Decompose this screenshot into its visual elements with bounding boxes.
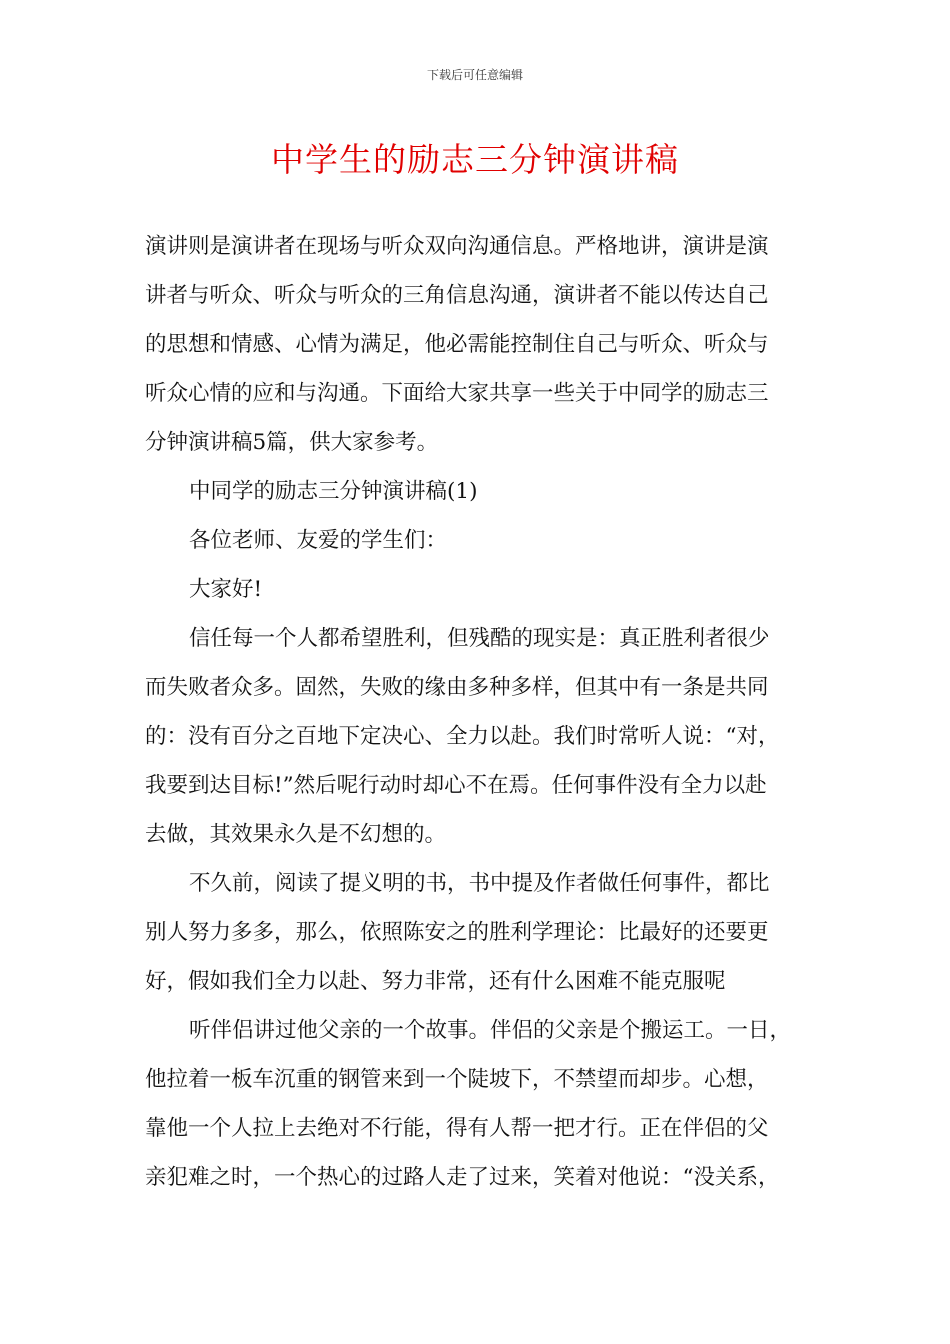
- paragraph-line: 亲犯难之时，一个热心的过路人走了过来，笑着对他说：“没关系，: [145, 1165, 780, 1190]
- paragraph-line: 好，假如我们全力以赴、努力非常，还有什么困难不能克服呢: [145, 969, 726, 994]
- paragraph-line: 靠他一个人拉上去绝对不行能，得有人帮一把才行。正在伴侣的父: [145, 1116, 769, 1141]
- paragraph-line: 听伴侣讲过他父亲的一个故事。伴侣的父亲是个搬运工。一日，: [189, 1018, 792, 1043]
- paragraph-line: 讲者与听众、听众与听众的三角信息沟通，演讲者不能以传达自己: [145, 283, 769, 308]
- paragraph-line: 去做，其效果永久是不幻想的。: [145, 822, 447, 847]
- paragraph-line: 他拉着一板车沉重的钢管来到一个陡坡下，不禁望而却步。心想，: [145, 1067, 769, 1092]
- salutation: 各位老师、友爱的学生们：: [189, 528, 448, 553]
- paragraph-line: 的思想和情感、心情为满足，他必需能控制住自己与听众、听众与: [145, 332, 769, 357]
- paragraph-line: 演讲则是演讲者在现场与听众双向沟通信息。严格地讲，演讲是演: [145, 234, 769, 259]
- paragraph-line: 听众心情的应和与沟通。下面给大家共享一些关于中同学的励志三: [145, 381, 769, 406]
- paragraph-line: 不久前，阅读了提义明的书，书中提及作者做任何事件，都比: [189, 871, 770, 896]
- document-body: [145, 222, 807, 1202]
- greeting: 大家好!: [189, 577, 263, 602]
- section-heading: 中同学的励志三分钟演讲稿(1): [189, 479, 478, 504]
- paragraph-line: 信任每一个人都希望胜利，但残酷的现实是：真正胜利者很少: [189, 626, 770, 651]
- paragraph-line: 的：没有百分之百地下定决心、全力以赴。我们时常听人说：“对，: [145, 724, 780, 749]
- paragraph-line: 我要到达目标!”然后呢行动时却心不在焉。任何事件没有全力以赴: [145, 773, 767, 798]
- document-title: 中学生的励志三分钟演讲稿: [271, 140, 679, 179]
- paragraph-line: 分钟演讲稿5篇，供大家参考。: [145, 430, 439, 455]
- paragraph-line: 而失败者众多。固然，失败的缘由多种多样，但其中有一条是共同: [145, 675, 769, 700]
- paragraph-line: 别人努力多多，那么，依照陈安之的胜利学理论：比最好的还要更: [145, 920, 769, 945]
- header-note: 下载后可任意编辑: [426, 68, 523, 82]
